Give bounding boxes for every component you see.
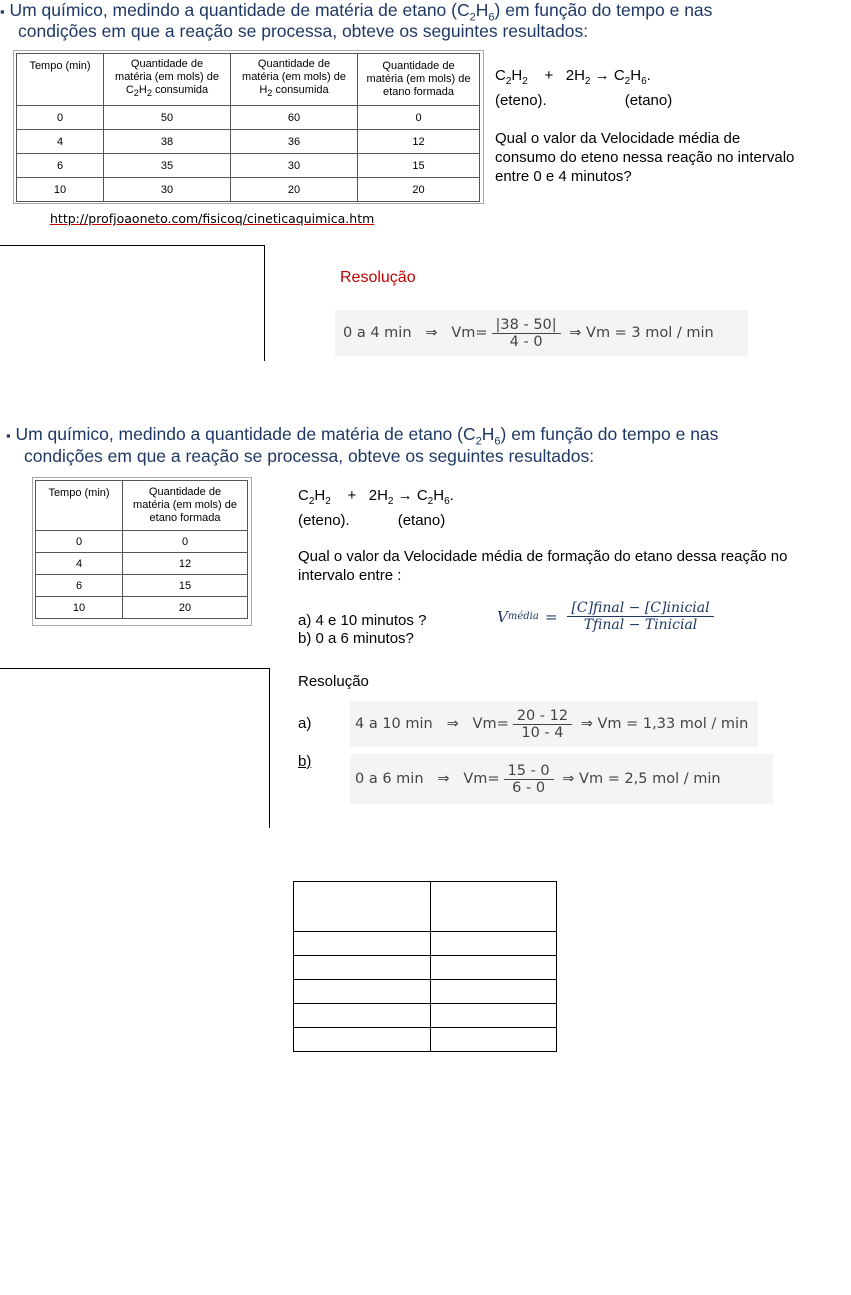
table-row: 0 50 60 0 [17,106,480,130]
table-row [294,980,557,1004]
resolution-title-1: Resolução [340,269,416,286]
intro-text-1: ▪ Um químico, medindo a quantidade de matéria de etano $(C_2H_6)$ em função do tempo e nas [0,0,713,24]
table-header: Tempo (min) [36,481,123,531]
vmedia-formula: V média = $\frac{\text{[C]final − [C]inicial}}{\text{Tfinal − Tinicial}}$ [497,600,718,633]
option-b: b) 0 a 6 minutos? [298,630,414,647]
question-1: Qual o valor da Velocidade média de consumo do eteno nessa reação no intervalo entre 0 e 4 minutos? [495,130,795,185]
table-row [294,956,557,980]
table-header: Quantidade de matéria (em mols) de etano formada [123,481,248,531]
table-header: Quantidade de matéria (em mols) de $C_2H_2$ consumida [104,54,231,106]
table-header: Quantidade de matéria (em mols) de etano formada [358,54,480,106]
resolution-b-label: b) [298,753,312,770]
table-row: 10 20 [36,597,248,619]
table-row [294,932,557,956]
data-table-1-frame [13,50,484,204]
bullet-icon: ▪ [0,4,5,19]
table-row [294,1028,557,1052]
source-link[interactable]: http://profjoaoneto.com/fisicoq/cineticaquimica.htm [50,211,375,226]
intro-text-1-line2: condições em que a reação se processa, obteve os seguintes resultados: [18,21,589,41]
table-header: Quantidade de matéria (em mols) de $H_2$ consumida [231,54,358,106]
table-row: 6 35 30 15 [17,154,480,178]
divider-line [264,245,265,361]
table-row [294,1004,557,1028]
reaction-equation-2: $C_2H_2$ + $2H_2 \to C_2H_6$. (eteno). (etano) [298,487,454,529]
option-a: a) 4 e 10 minutos ? [298,612,427,629]
bullet-icon: ▪ [6,428,11,443]
table-row: 6 15 [36,575,248,597]
formula-b: 0 a 6 min ⇒ Vm= $\frac{15 - 0}{6 - 0}$ ⇒ Vm = 2,5 mol / min [350,754,773,804]
empty-table [293,881,557,1052]
table-row: 4 38 36 12 [17,130,480,154]
table-row: 0 0 [36,531,248,553]
data-table-2 [35,480,248,619]
resolution-a-label: a) [298,715,312,732]
formula-1: 0 a 4 min ⇒ Vm= $\frac{|38 - 50|}{4 - 0}$ ⇒ Vm = 3 mol / min [335,310,748,356]
intro-text-2-line2: condições em que a reação se processa, obteve os seguintes resultados: [24,446,595,466]
table-row: 10 30 20 20 [17,178,480,202]
intro-text-2: ▪ Um químico, medindo a quantidade de matéria de etano $(C_2H_6)$ em função do tempo e nas [6,424,719,448]
table-row [294,882,557,932]
resolution-title-2: Resolução [298,673,369,690]
divider-line [0,668,270,669]
data-table-1 [16,53,480,202]
question-2: Qual o valor da Velocidade média de formação do etano dessa reação no intervalo entre : [298,548,788,584]
table-row: 4 12 [36,553,248,575]
reaction-equation-1: $C_2H_2$ + $2H_2 \to C_2H_6$. (eteno). (etano) [495,67,673,109]
table-header: Tempo (min) [17,54,104,106]
data-table-2-frame [32,477,252,626]
divider-line [0,245,265,246]
formula-a: 4 a 10 min ⇒ Vm= $\frac{20 - 12}{10 - 4}$ ⇒ Vm = 1,33 mol / min [350,701,758,747]
divider-line [269,668,270,828]
